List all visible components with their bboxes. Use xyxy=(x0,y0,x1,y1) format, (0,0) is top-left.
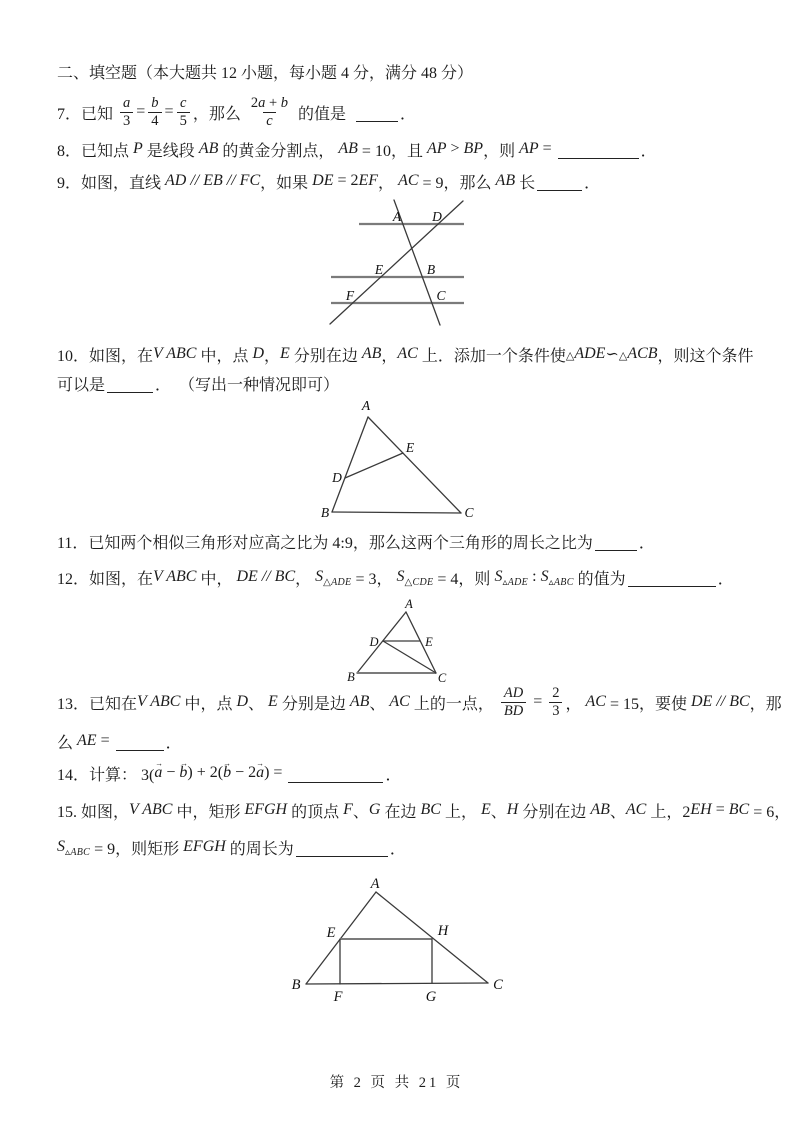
text-run: = xyxy=(538,140,556,157)
text-run: 可以是 xyxy=(57,376,106,394)
point-label-e: E xyxy=(374,262,384,277)
text-run: c xyxy=(266,112,273,129)
text-run: = xyxy=(136,103,146,120)
text-run: AC xyxy=(389,693,410,710)
text-run: ． xyxy=(640,142,657,160)
text-run: ADE xyxy=(574,345,606,362)
text-run: 分别是边 xyxy=(277,695,350,713)
point-label-a: A xyxy=(405,597,413,611)
text-run: ， xyxy=(565,695,586,713)
text-run: 13．已知在 xyxy=(57,695,138,713)
text-run: 在边 xyxy=(380,803,421,821)
fraction xyxy=(120,95,133,128)
text-run: 4 xyxy=(151,112,159,129)
text-run: 么 xyxy=(57,734,78,752)
vector-term: → a xyxy=(154,764,162,782)
text-run: ，则 xyxy=(483,142,520,160)
text-run: △ADE xyxy=(323,576,352,588)
question-15-text-line2 xyxy=(57,835,406,859)
text-run: E xyxy=(480,801,491,818)
text-run: 9．如图，直线 xyxy=(57,174,166,192)
text-run: 3 xyxy=(552,702,560,719)
fraction xyxy=(501,685,526,718)
point-label-g: G xyxy=(425,989,437,1005)
text-run: b xyxy=(151,95,159,112)
point-label-c: C xyxy=(436,288,446,303)
point-label-d: D xyxy=(332,470,342,485)
text-run: DE // BC xyxy=(690,693,750,710)
text-run: ， xyxy=(378,174,399,192)
text-run: S xyxy=(540,568,549,585)
text-run: 分别在边 xyxy=(518,803,591,821)
answer-blank xyxy=(116,737,164,751)
vector-term: → b xyxy=(179,764,187,782)
text-run: S xyxy=(494,568,503,585)
text-run: AB xyxy=(361,345,382,362)
text-run: 、 xyxy=(369,695,390,713)
question-11-text xyxy=(57,530,655,552)
text-run: = 9，则矩形 xyxy=(90,840,184,858)
text-run: = 9，那么 xyxy=(418,174,496,192)
text-run: 分别在边 xyxy=(289,347,362,365)
answer-blank xyxy=(628,573,716,587)
answer-blank xyxy=(558,145,639,159)
text-run: 上的一点， xyxy=(409,695,498,713)
text-run: : xyxy=(528,568,541,585)
point-label-d: D xyxy=(369,635,379,649)
text-run: ∽ xyxy=(605,346,619,363)
text-run: ACB xyxy=(627,345,658,362)
text-run: 长 xyxy=(515,174,536,192)
text-run: 7．已知 xyxy=(57,105,118,123)
point-label-h: H xyxy=(437,923,449,939)
vector-term: → a xyxy=(256,764,264,782)
text-run: H xyxy=(506,801,519,818)
text-run: 、 xyxy=(248,695,269,713)
text-run: BC xyxy=(420,801,441,818)
point-label-f: F xyxy=(333,989,343,1005)
point-label-e: E xyxy=(425,635,433,649)
text-run: 、 xyxy=(490,803,507,821)
section-header-text: 二、填空题（本大题共 12 小题，每小题 4 分，满分 48 分） xyxy=(57,64,474,82)
fraction xyxy=(248,95,291,128)
text-run: ，那 xyxy=(749,695,782,713)
segment-DE xyxy=(345,453,403,478)
text-run: S xyxy=(396,568,405,585)
text-run: ． xyxy=(400,105,417,123)
text-run: EFGH xyxy=(244,801,288,818)
question-8-text xyxy=(57,138,657,160)
text-run: 8．已知点 xyxy=(57,142,134,160)
text-run: − 2 xyxy=(231,764,257,781)
question-15-text-line1 xyxy=(57,799,790,821)
answer-blank xyxy=(595,537,637,551)
figure-q9 xyxy=(320,195,470,329)
text-run: = 3， xyxy=(351,570,397,588)
point-label-a: A xyxy=(370,876,380,892)
text-run: AC xyxy=(585,693,606,710)
text-run: AC xyxy=(625,801,647,818)
text-run: AP xyxy=(426,140,447,157)
text-run: EFGH xyxy=(183,838,226,855)
text-run: ) + 2( xyxy=(187,764,224,781)
text-run: 12．如图，在 xyxy=(57,570,154,588)
text-run: ▵ABC xyxy=(548,576,574,588)
text-run: V ABC xyxy=(153,568,197,585)
section-header xyxy=(57,60,473,82)
text-run: ，如果 xyxy=(260,174,313,192)
side-AB xyxy=(357,612,406,673)
point-label-b: B xyxy=(347,670,355,684)
text-run: ． xyxy=(717,570,734,588)
text-run: DE xyxy=(312,172,334,189)
text-run: = 2 xyxy=(333,172,359,189)
question-13-text-line1 xyxy=(57,680,782,724)
text-run: = xyxy=(711,801,729,818)
side-BC xyxy=(306,983,488,984)
point-label-b: B xyxy=(291,977,301,993)
text-run: △ xyxy=(565,349,575,362)
fraction xyxy=(549,685,562,718)
vector-term: → b xyxy=(223,764,231,782)
text-run: ，那么 xyxy=(192,105,245,123)
point-label-f: F xyxy=(345,288,355,303)
text-run: 上， xyxy=(440,803,481,821)
text-run: △ xyxy=(618,349,628,362)
text-run: = xyxy=(164,103,174,120)
answer-blank xyxy=(356,108,398,122)
text-run: D xyxy=(236,693,249,710)
point-label-b: B xyxy=(320,505,330,520)
text-run: 5 xyxy=(179,112,187,129)
fraction xyxy=(177,95,190,128)
text-run: DE // BC xyxy=(236,568,296,585)
text-run: D xyxy=(252,345,265,362)
text-run: = 10，且 xyxy=(357,142,427,160)
point-label-c: C xyxy=(464,505,474,520)
text-run: AB xyxy=(349,693,370,710)
question-10-text-line2 xyxy=(57,372,339,394)
text-run: a xyxy=(258,95,266,112)
side-CA xyxy=(368,417,461,513)
text-run: ． xyxy=(385,766,402,784)
text-run: G xyxy=(368,801,381,818)
text-run: 的值是 xyxy=(294,105,355,123)
text-run: = xyxy=(96,732,114,749)
text-run: V ABC xyxy=(137,693,181,710)
text-run: 中，点 xyxy=(196,347,253,365)
text-run: ． xyxy=(584,174,601,192)
answer-blank xyxy=(537,177,582,191)
question-7-text xyxy=(57,90,416,134)
text-run: 上，2 xyxy=(646,803,691,821)
text-run: BP xyxy=(463,140,484,157)
text-run: 是线段 xyxy=(142,142,199,160)
text-run: EH xyxy=(690,801,712,818)
text-run: ▵ABC xyxy=(65,846,91,858)
text-run: AC xyxy=(398,172,419,189)
text-run: 2 xyxy=(552,685,560,702)
text-run: 上．添加一个条件使 xyxy=(417,347,566,365)
text-run: AC xyxy=(397,345,418,362)
text-run: a xyxy=(123,95,131,112)
text-run: ． xyxy=(165,734,182,752)
text-run: BC xyxy=(728,801,750,818)
fraction xyxy=(148,95,161,128)
text-run: − xyxy=(162,764,180,781)
text-run: + xyxy=(265,95,281,112)
text-run: AB xyxy=(338,140,358,157)
text-run: 3 xyxy=(123,112,131,129)
text-run: 、 xyxy=(609,803,626,821)
text-run: AP xyxy=(519,140,539,157)
text-run: AB xyxy=(495,172,516,189)
text-run: V ABC xyxy=(129,801,173,818)
point-label-a: A xyxy=(392,209,402,224)
point-label-c: C xyxy=(493,977,503,993)
figure-q12 xyxy=(330,597,510,685)
answer-blank xyxy=(288,769,383,783)
text-run: 14．计算： 3( xyxy=(57,766,155,784)
text-run: ，则这个条件 xyxy=(657,347,754,365)
text-run: = 6， xyxy=(749,803,791,821)
text-run: BD xyxy=(503,702,524,719)
text-run: E xyxy=(280,345,290,362)
page-number-text: 第 2 页 共 21 页 xyxy=(329,1074,464,1091)
text-run: = 4，则 xyxy=(433,570,495,588)
side-AB xyxy=(332,417,368,512)
text-run: 11．已知两个相似三角形对应高之比为 4:9，那么这两个三角形的周长之比为 xyxy=(57,534,593,552)
answer-blank xyxy=(107,379,153,393)
text-run: 的周长为 xyxy=(225,840,294,858)
text-run: 2 xyxy=(250,95,259,112)
text-run: S xyxy=(315,568,324,585)
text-run: AB xyxy=(198,140,219,157)
text-run: 的黄金分割点， xyxy=(218,142,339,160)
text-run: ) = xyxy=(264,764,287,781)
text-run: 中，矩形 xyxy=(172,803,245,821)
question-9-text xyxy=(57,170,600,192)
text-run: ． xyxy=(638,534,655,552)
text-run: c xyxy=(179,95,187,112)
text-run: = xyxy=(529,693,547,710)
text-run: P xyxy=(133,140,143,157)
text-run: EF xyxy=(358,172,379,189)
text-run: = 15，要使 xyxy=(605,695,691,713)
text-run: AB xyxy=(590,801,610,818)
text-run: ． xyxy=(389,840,406,858)
point-label-e: E xyxy=(405,440,415,455)
text-run: 、 xyxy=(352,803,369,821)
text-run: ． （写出一种情况即可） xyxy=(155,376,340,394)
question-13-text-line2 xyxy=(57,730,182,752)
text-run: 中，点 xyxy=(180,695,237,713)
question-14-text xyxy=(57,760,401,786)
text-run: ▵ADE xyxy=(502,576,529,588)
text-run: ， xyxy=(295,570,316,588)
text-run: V ABC xyxy=(153,345,197,362)
text-run: AD // EB // FC xyxy=(165,172,261,189)
text-run: E xyxy=(268,693,278,710)
text-run: 15. 如图， xyxy=(57,803,130,821)
text-run: S xyxy=(57,838,65,855)
text-run: ， xyxy=(264,347,281,365)
point-label-b: B xyxy=(426,262,436,277)
answer-blank xyxy=(296,843,388,857)
page-footer xyxy=(0,1070,793,1092)
point-label-c: C xyxy=(437,671,447,685)
point-label-d: D xyxy=(432,209,442,224)
figure-q15 xyxy=(280,871,520,1009)
text-run: △CDE xyxy=(404,576,434,588)
question-10-text-line1 xyxy=(57,343,754,365)
point-label-a: A xyxy=(361,398,371,413)
text-run: 10．如图，在 xyxy=(57,347,154,365)
point-label-e: E xyxy=(326,925,336,941)
text-run: 中， xyxy=(196,570,237,588)
text-run: ， xyxy=(381,347,398,365)
side-BC xyxy=(332,512,461,513)
text-run: AD xyxy=(503,685,524,702)
text-run: F xyxy=(343,801,353,818)
figure-q10 xyxy=(300,396,520,524)
text-run: 的顶点 xyxy=(287,803,344,821)
question-12-text xyxy=(57,565,734,589)
text-run: 的值为 xyxy=(573,570,626,588)
text-run: b xyxy=(280,95,289,112)
text-run: AE xyxy=(77,732,97,749)
text-run: > xyxy=(446,140,464,157)
